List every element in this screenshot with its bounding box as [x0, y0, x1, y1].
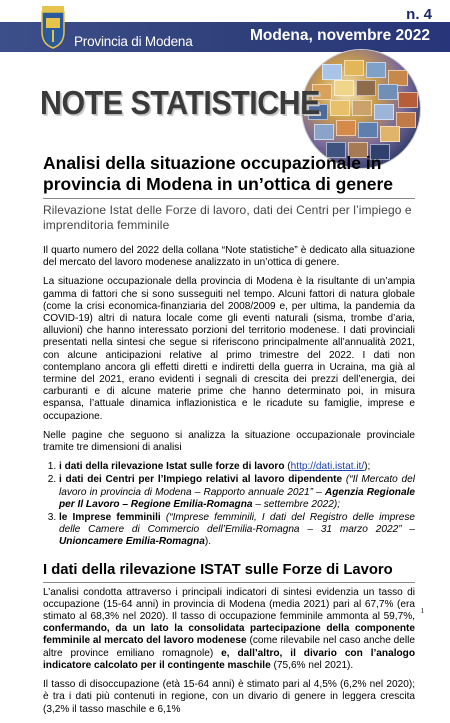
- list-item: 1. i dati della rilevazione Istat sulle forze di lavoro (http://dati.istat.it/);: [59, 461, 415, 473]
- issue-number: n. 4: [406, 6, 432, 23]
- section-paragraph-1: L’analisi condotta attraverso i principali indicatori di sintesi evidenzia un tasso di occupazione (15-64 anni) in provincia di Modena (media 2021) pari al 67,7% (era stimato al 68,3% nel 2020). Il tasso di occupazione femminile ammonta al 59,7%, confermando, da un lato la consolidata partecipazione della componente femminile al mercato del lavoro modenese (come rilevabile nel caso anche delle altre province emiliano romagnole) e, dall’altro, il divario con l’analogo indicatore calcolato per il contingente maschile (75,6% nel 2021).: [43, 586, 415, 671]
- article-subtitle: Rilevazione Istat delle Forze di lavoro, dati dei Centri per l’impiego e imprenditoria femminile: [43, 203, 412, 232]
- title-divider: [43, 198, 415, 199]
- dimensions-paragraph: Nelle pagine che seguono si analizza la situazione occupazionale provinciale tramite tre dimensioni di analisi: [43, 429, 415, 454]
- context-paragraph: La situazione occupazionale della provincia di Modena è la risultante di un’ampia gamma di fattori che si sono susseguiti nel tempo. Alcuni fattori di natura globale (come la crisi economica-finanziaria del 2008/2009 e, per ultima, la pandemia da COVID-19) altri di natura locale come gli eventi naturali (sisma, trombe d’aria, alluvioni) che hanno interessato porzioni del territorio modenese. I dati provinciali presentati nella sintesi che segue si riferiscono principalmente all’annualità 2021, con alcune anticipazioni relative al primo trimestre del 2022. I dati non contemplano ancora gli effetti diretti e indiretti della guerra in Ucraina, ma già al termine del 2021, erano evidenti i segnali di crescita dei prezzi dell’energia, dei carburanti e di alcune materie prime che hanno determinato poi, in misura espansa, l’attuale dinamica inflazionistica e le ricadute su famiglie, imprese e occupazione.: [43, 276, 415, 422]
- page-number: 1: [420, 607, 424, 615]
- section-heading: I dati della rilevazione ISTAT sulle Forze di Lavoro: [43, 561, 393, 578]
- list-item: 2. i dati dei Centri per l’Impiego relativi al lavoro dipendente (“Il Mercato del lavoro in provincia di Modena – Rapporto annuale 2021” – Agenzia Regionale per Il Lavoro – Regione Emilia-Romagna – settembre 2022);: [59, 474, 415, 511]
- list-item: 3. le Imprese femminili (“Imprese femminili, I dati del Registro delle imprese delle Camere di Commercio dell’Emilia-Romagna – 31 marzo 2022” – Unioncamere Emilia-Romagna).: [59, 512, 415, 549]
- series-title: NOTE STATISTICHE: [40, 84, 320, 121]
- section-divider: [43, 582, 415, 583]
- header: [0, 0, 450, 62]
- article-title: Analisi della situazione occupazionale in provincia di Modena in un’ottica di genere: [43, 153, 394, 194]
- article: [43, 153, 415, 723]
- intro-paragraph: Il quarto numero del 2022 della collana “Note statistiche” è dedicato alla situazione del mercato del lavoro modenese analizzato in un’ottica di genere.: [43, 245, 415, 269]
- istat-link[interactable]: http://dati.istat.it/: [290, 461, 365, 473]
- organization-name: Provincia di Modena: [74, 34, 193, 49]
- section-paragraph-2: Il tasso di disoccupazione (età 15-64 anni) è stimato pari al 4,5% (6,2% nel 2020); è tra i dati più contenuti in regione, con un divario di genere in leggera crescita (3,2% il tasso maschile e 6,1%: [43, 679, 415, 715]
- analysis-dimensions-list: [43, 461, 415, 548]
- coat-of-arms-icon: [38, 4, 68, 50]
- place-date: Modena, novembre 2022: [249, 27, 430, 44]
